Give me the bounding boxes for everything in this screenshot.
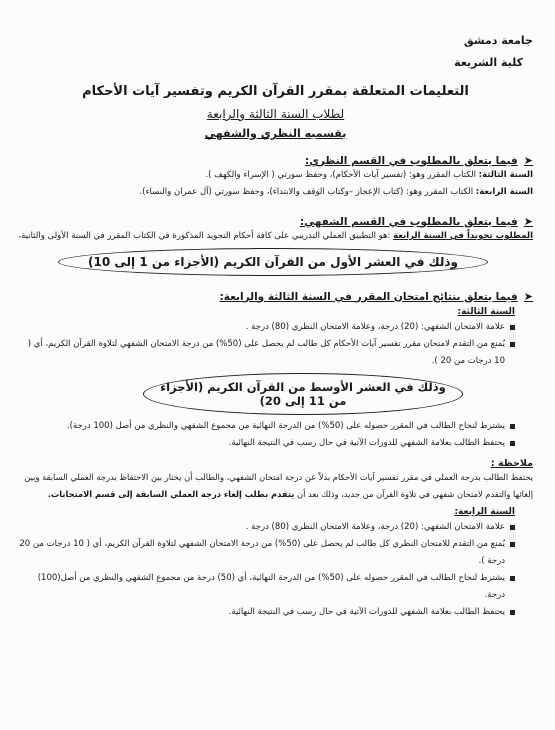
list-item: يشترط لنجاح الطالب في المقرر حصوله على (50%) من الدرجة النهائية، أي (50) درجة من مجموع الشفهي والنظري من أصل(100) درجة. [18,570,515,604]
section-theory-heading [18,154,533,167]
arrow-icon: ➤ [523,290,533,303]
fourth-year-list [18,519,533,621]
tajweed-requirement-label: المطلوب تجويداً في السنة الرابعة [393,231,533,241]
third-year-subheading: السنة الثالثة: [457,307,515,317]
page-subtitle: لطلاب السنة الثالثة والرابعة [206,107,345,121]
note-emphasis: يتقدم بطلب إلغاء درجة العملي السابقة إلى قسم الامتحانات. [47,489,295,499]
section-oral-heading-text: فيما يتعلق بالمطلوب في القسم الشفهي: [299,215,518,228]
tajweed-requirement-text: :هو التطبيق العملي التدريبي على كافة أحكام التجويد المذكورة في الكتاب المقرر في السنة الأولى والثانية، [18,231,394,241]
list-item: يشترط لنجاح الطالب في المقرر حصوله على (50%) من الدرجة النهائية من مجموع الشفهي والنظري من أصل (100 درجة). [18,418,515,435]
document-header [18,30,533,74]
section-results-heading [18,290,533,303]
year-fourth-label: السنة الرابعة: [475,187,533,197]
list-item: يُمنع من التقدم للامتحان النظري كل طالب لم يحصل على (50%) من درجة الامتحان الشفهي لتلاوة القرآن الكريم، أي ( 10 درجات من 20 درجة ). [18,536,515,570]
list-item: علامة الامتحان الشفهي: (20) درجة، وعلامة الامتحان النظري (80) درجة . [18,319,515,336]
note-text: يحتفظ الطالب بدرجة العملي في مقرر تفسير آيات الأحكام بدلاً عن درجة امتحان الشفهي، والطالب أن يختار بين الاحتفاظ بدرجة العملي السابقة وبين إلغائها والتقدم لامتحان شفهي في تلاوة القرآن من جديد، وذلك بعد أن [24,472,533,499]
third-year-list [18,319,533,370]
section-oral-heading [18,215,533,228]
fourth-year-subheading: السنة الرابعة: [454,507,515,517]
list-item: علامة الامتحان الشفهي: (20) درجة، وعلامة الامتحان النظري (80) درجة . [18,519,515,536]
list-item: يحتفظ الطالب بعلامة الشفهي للدورات الآتية في حال رسب في النتيجة النهائية. [18,604,515,621]
page-title: التعليمات المتعلقة بمقرر القرآن الكريم وتفسير آيات الأحكام [82,84,469,99]
third-year-list-continued [18,418,533,452]
arrow-icon: ➤ [523,215,533,228]
note-paragraph [18,469,533,503]
section-theory-line-third [18,167,533,184]
section-theory-heading-text: فيما يتعلق بالمطلوب في القسم النظري: [305,154,518,167]
circled-note-parts-1-10: وذلك في العشر الأول من القرآن الكريم (الأجزاء من 1 إلى 10) [58,248,488,276]
university-name: جامعة دمشق [463,34,533,47]
arrow-icon: ➤ [523,154,533,167]
note-heading: ملاحظة : [490,458,533,469]
list-item: يُمنع من التقدم لامتحان مقرر تفسير آيات الأحكام كل طالب لم يحصل على (50%) من درجة الامتحان الشفهي لتلاوة القرآن الكريم، أي ( 10 درجات من 20 ). [18,336,515,370]
section-results-heading-text: فيما يتعلق بنتائج امتحان المقرر في السنة الثالثة والرابعة: [219,290,518,303]
faculty-name: كلية الشريعة [454,56,523,69]
year-fourth-text: الكتاب المقرر وهو: (كتاب الإعجاز –وكتاب الوقف والابتداء)، وحفظ سورتي (آل عمران والنساء). [139,187,476,197]
year-third-label: السنة الثالثة: [478,170,533,180]
section-oral-paragraph [18,228,533,245]
section-theory-line-fourth [18,184,533,201]
list-item: يحتفظ الطالب بعلامة الشفهي للدورات الآتية في حال رسب في النتيجة النهائية. [18,435,515,452]
year-third-text: الكتاب المقرر وهو: (تفسير آيات الأحكام)، وحفظ سورتي ( الإسراء والكهف ). [205,170,479,180]
page-subtitle-secondary: بقسميه النظري والشفهي [204,127,347,140]
circled-note-parts-11-20: وذلك في العشر الأوسط من القرآن الكريم (الأجزاء من 11 إلى 20) [143,373,463,415]
